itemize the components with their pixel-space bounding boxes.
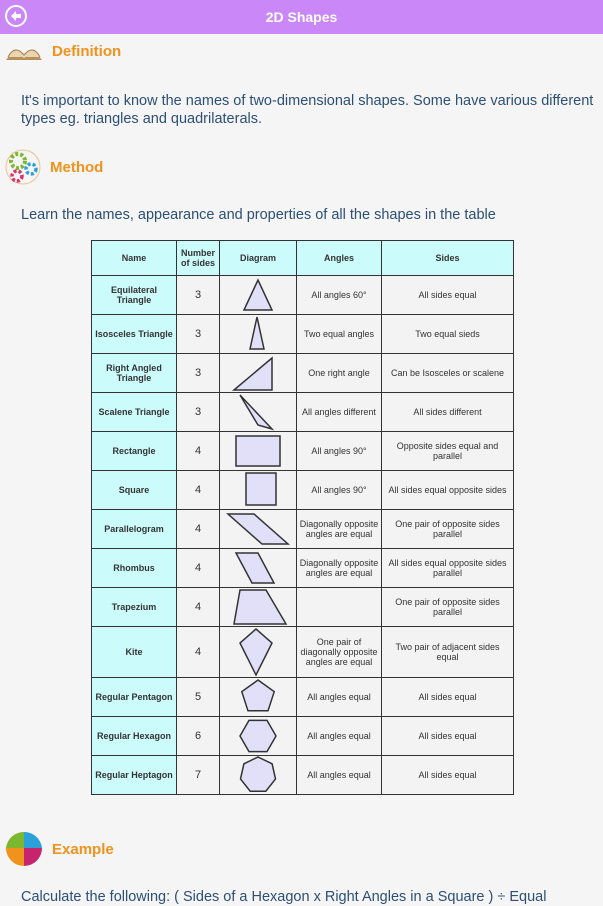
pentagon-shape-icon (226, 678, 290, 716)
app-header (0, 0, 603, 34)
sides-cell: Opposite sides equal and parallel (382, 432, 514, 471)
example-heading: Example (4, 830, 114, 868)
trapezium-shape-icon (226, 588, 290, 626)
definition-heading: Definition (4, 40, 121, 62)
sides-cell: All sides equal (382, 276, 514, 315)
name-cell: Regular Hexagon (92, 717, 177, 756)
table-row (92, 588, 514, 627)
diagram-cell (220, 471, 297, 510)
method-heading: Method (4, 148, 103, 186)
sides-cell: All sides equal (382, 678, 514, 717)
table-row (92, 627, 514, 678)
method-text: Learn the names, appearance and properties of all the shapes in the table (21, 207, 496, 223)
rectangle-shape-icon (226, 432, 290, 470)
name-cell: Scalene Triangle (92, 393, 177, 432)
kite-shape-icon (226, 627, 290, 677)
sides-cell: All sides different (382, 393, 514, 432)
angles-cell: Two equal angles (297, 315, 382, 354)
table-row (92, 393, 514, 432)
table-row (92, 432, 514, 471)
equilateral-shape-icon (226, 276, 290, 314)
table-row (92, 471, 514, 510)
sides-cell: One pair of opposite sides parallel (382, 588, 514, 627)
sides-cell: All sides equal opposite sides (382, 471, 514, 510)
angles-cell: One pair of diagonally opposite angles are equal (297, 627, 382, 678)
table-row (92, 276, 514, 315)
angles-cell: All angles 90° (297, 432, 382, 471)
diagram-cell (220, 588, 297, 627)
num-cell: 5 (177, 678, 220, 717)
sides-cell: One pair of opposite sides parallel (382, 510, 514, 549)
puzzle-icon (4, 830, 44, 868)
name-cell: Square (92, 471, 177, 510)
angles-cell: Diagonally opposite angles are equal (297, 549, 382, 588)
right-shape-icon (226, 354, 290, 392)
num-cell: 7 (177, 756, 220, 795)
diagram-cell (220, 432, 297, 471)
num-cell: 3 (177, 393, 220, 432)
angles-cell: All angles equal (297, 678, 382, 717)
name-cell: Isosceles Triangle (92, 315, 177, 354)
diagram-cell (220, 678, 297, 717)
name-cell: Rectangle (92, 432, 177, 471)
diagram-cell (220, 315, 297, 354)
sides-cell: All sides equal opposite sides parallel (382, 549, 514, 588)
isosceles-shape-icon (226, 315, 290, 353)
name-cell: Trapezium (92, 588, 177, 627)
diagram-cell (220, 549, 297, 588)
diagram-cell (220, 354, 297, 393)
diagram-cell (220, 393, 297, 432)
column-header: Angles (297, 241, 382, 276)
table-row (92, 510, 514, 549)
column-header: Number of sides (177, 241, 220, 276)
table-row (92, 678, 514, 717)
num-cell: 6 (177, 717, 220, 756)
angles-cell: One right angle (297, 354, 382, 393)
num-cell: 4 (177, 588, 220, 627)
table-row (92, 315, 514, 354)
scalene-shape-icon (226, 393, 290, 431)
angles-cell: All angles equal (297, 717, 382, 756)
name-cell: Regular Heptagon (92, 756, 177, 795)
rhombus-shape-icon (226, 549, 290, 587)
sides-cell: Two pair of adjacent sides equal (382, 627, 514, 678)
angles-cell: All angles 90° (297, 471, 382, 510)
num-cell: 3 (177, 276, 220, 315)
angles-cell: All angles equal (297, 756, 382, 795)
num-cell: 4 (177, 432, 220, 471)
column-header: Sides (382, 241, 514, 276)
num-cell: 4 (177, 627, 220, 678)
diagram-cell (220, 627, 297, 678)
parallelogram-shape-icon (226, 510, 290, 548)
name-cell: Regular Pentagon (92, 678, 177, 717)
name-cell: Rhombus (92, 549, 177, 588)
num-cell: 4 (177, 510, 220, 549)
diagram-cell (220, 717, 297, 756)
sides-cell: Two equal sieds (382, 315, 514, 354)
sides-cell: Can be Isosceles or scalene (382, 354, 514, 393)
shapes-table (91, 240, 514, 795)
diagram-cell (220, 510, 297, 549)
angles-cell: All angles different (297, 393, 382, 432)
angles-cell: Diagonally opposite angles are equal (297, 510, 382, 549)
column-header: Name (92, 241, 177, 276)
hexagon-shape-icon (226, 717, 290, 755)
page-title: 2D Shapes (265, 9, 338, 25)
example-text: Calculate the following: ( Sides of a Hexagon x Right Angles in a Square ) ÷ Equal (21, 889, 547, 905)
name-cell: Equilateral Triangle (92, 276, 177, 315)
angles-cell (297, 588, 382, 627)
table-row (92, 717, 514, 756)
sides-cell: All sides equal (382, 756, 514, 795)
num-cell: 3 (177, 315, 220, 354)
table-row (92, 549, 514, 588)
gears-icon (4, 148, 42, 186)
column-header: Diagram (220, 241, 297, 276)
name-cell: Right Angled Triangle (92, 354, 177, 393)
sides-cell: All sides equal (382, 717, 514, 756)
num-cell: 4 (177, 549, 220, 588)
name-cell: Parallelogram (92, 510, 177, 549)
heptagon-shape-icon (226, 756, 290, 794)
table-row (92, 756, 514, 795)
definition-text: It's important to know the names of two-dimensional shapes. Some have various different types eg. triangles and quadrilaterals. (21, 93, 594, 127)
table-row (92, 354, 514, 393)
diagram-cell (220, 276, 297, 315)
num-cell: 3 (177, 354, 220, 393)
diagram-cell (220, 756, 297, 795)
num-cell: 4 (177, 471, 220, 510)
name-cell: Kite (92, 627, 177, 678)
square-shape-icon (226, 471, 290, 509)
angles-cell: All angles 60° (297, 276, 382, 315)
open-book-icon (4, 40, 44, 62)
